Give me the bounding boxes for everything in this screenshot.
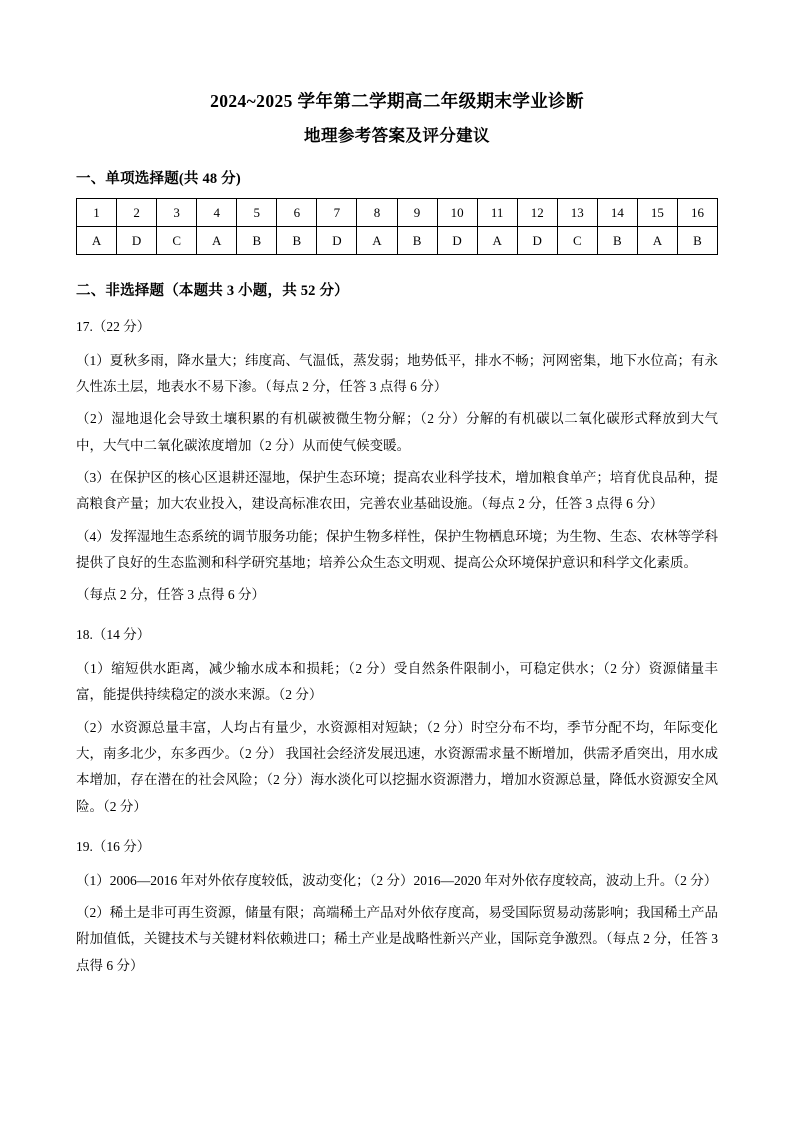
table-cell-answer: A (77, 227, 117, 255)
page-title: 2024~2025 学年第二学期高二年级期末学业诊断 (210, 91, 584, 111)
table-cell-answer: B (277, 227, 317, 255)
table-cell-number: 6 (277, 199, 317, 227)
question-block-19 (76, 834, 718, 979)
table-cell-answer: A (357, 227, 397, 255)
table-cell-number: 4 (197, 199, 237, 227)
answer-paragraph: （4）发挥湿地生态系统的调节服务功能；保护生物多样性，保护生物栖息环境；为生物、生态、农林等学科提供了良好的生态监测和科学研究基地；培养公众生态文明观、提高公众环境保护意识和科学文化素质。 (76, 528, 718, 570)
answer-paragraph: （2）稀土是非可再生资源，储量有限；高端稀土产品对外依存度高，易受国际贸易动荡影响；我国稀土产品附加值低，关键技术与关键材料依赖进口；稀土产业是战略性新兴产业，国际竞争激烈。（每点 2 分，任答 3 点得 6 分） (76, 904, 718, 973)
table-cell-answer: B (237, 227, 277, 255)
answer-paragraph: （2）水资源总量丰富，人均占有量少，水资源相对短缺；（2 分）时空分布不均，季节分配不均，年际变化大，南多北少，东多西少。（2 分） 我国社会经济发展迅速，水资源需求量不断增加，供需矛盾突出，用水成本增加，存在潜在的社会风险；（2 分）海水淡化可以挖掘水资源潜力，增加水资源总量，降低水资源安全风险。（2 分） (76, 719, 718, 814)
table-row-question-numbers (77, 199, 718, 227)
table-cell-answer: C (157, 227, 197, 255)
table-cell-answer: A (477, 227, 517, 255)
table-cell-answer: D (437, 227, 477, 255)
table-cell-number: 7 (317, 199, 357, 227)
table-row-answers (77, 227, 718, 255)
table-cell-number: 10 (437, 199, 477, 227)
table-cell-number: 5 (237, 199, 277, 227)
answer-paragraph: （1）夏秋多雨，降水量大；纬度高、气温低，蒸发弱；地势低平，排水不畅；河网密集，地下水位高；有永久性冻土层，地表水不易下渗。（每点 2 分，任答 3 点得 6 分） (76, 352, 718, 394)
question-block-17 (76, 314, 718, 608)
table-cell-answer: C (557, 227, 597, 255)
table-cell-answer: A (197, 227, 237, 255)
question-number: 18.（14 分） (76, 627, 151, 643)
table-cell-number: 11 (477, 199, 517, 227)
table-cell-answer: D (117, 227, 157, 255)
answer-paragraph: （每点 2 分，任答 3 点得 6 分） (76, 587, 265, 603)
table-cell-number: 9 (397, 199, 437, 227)
page-subtitle: 地理参考答案及评分建议 (304, 126, 490, 146)
section-heading-multiple-choice: 一、单项选择题(共 48 分) (76, 171, 241, 187)
table-cell-number: 14 (597, 199, 637, 227)
answer-key-table (76, 198, 718, 255)
answer-paragraph: （1）2006—2016 年对外依存度较低，波动变化；（2 分）2016—2020 年对外依存度较高，波动上升。（2 分） (76, 872, 718, 888)
question-block-18 (76, 622, 718, 820)
table-cell-number: 1 (77, 199, 117, 227)
question-number: 17.（22 分） (76, 319, 151, 334)
table-cell-answer: D (517, 227, 557, 255)
table-cell-answer: B (597, 227, 637, 255)
table-cell-number: 16 (677, 199, 717, 227)
section-heading-free-response: 二、非选择题（本题共 3 小题，共 52 分） (76, 283, 349, 299)
answer-paragraph: （1）缩短供水距离，减少输水成本和损耗；（2 分）受自然条件限制小，可稳定供水；（2 分）资源储量丰富，能提供持续稳定的淡水来源。（2 分） (76, 661, 718, 703)
table-cell-answer: B (397, 227, 437, 255)
table-cell-answer: B (677, 227, 717, 255)
table-cell-number: 2 (117, 199, 157, 227)
table-cell-number: 3 (157, 199, 197, 227)
table-cell-answer: A (637, 227, 677, 255)
table-cell-number: 15 (637, 199, 677, 227)
question-number: 19.（16 分） (76, 838, 151, 854)
table-cell-number: 8 (357, 199, 397, 227)
answer-paragraph: （2）湿地退化会导致土壤积累的有机碳被微生物分解；（2 分）分解的有机碳以二氧化碳形式释放到大气中，大气中二氧化碳浓度增加（2 分）从而使气候变暖。 (76, 411, 718, 453)
answer-paragraph: （3）在保护区的核心区退耕还湿地，保护生态环境；提高农业科学技术，增加粮食单产；培育优良品种，提高粮食产量；加大农业投入，建设高标准农田，完善农业基础设施。（每点 2 分，任答 3 点得 6 分） (76, 469, 718, 512)
table-cell-number: 12 (517, 199, 557, 227)
table-cell-number: 13 (557, 199, 597, 227)
table-cell-answer: D (317, 227, 357, 255)
